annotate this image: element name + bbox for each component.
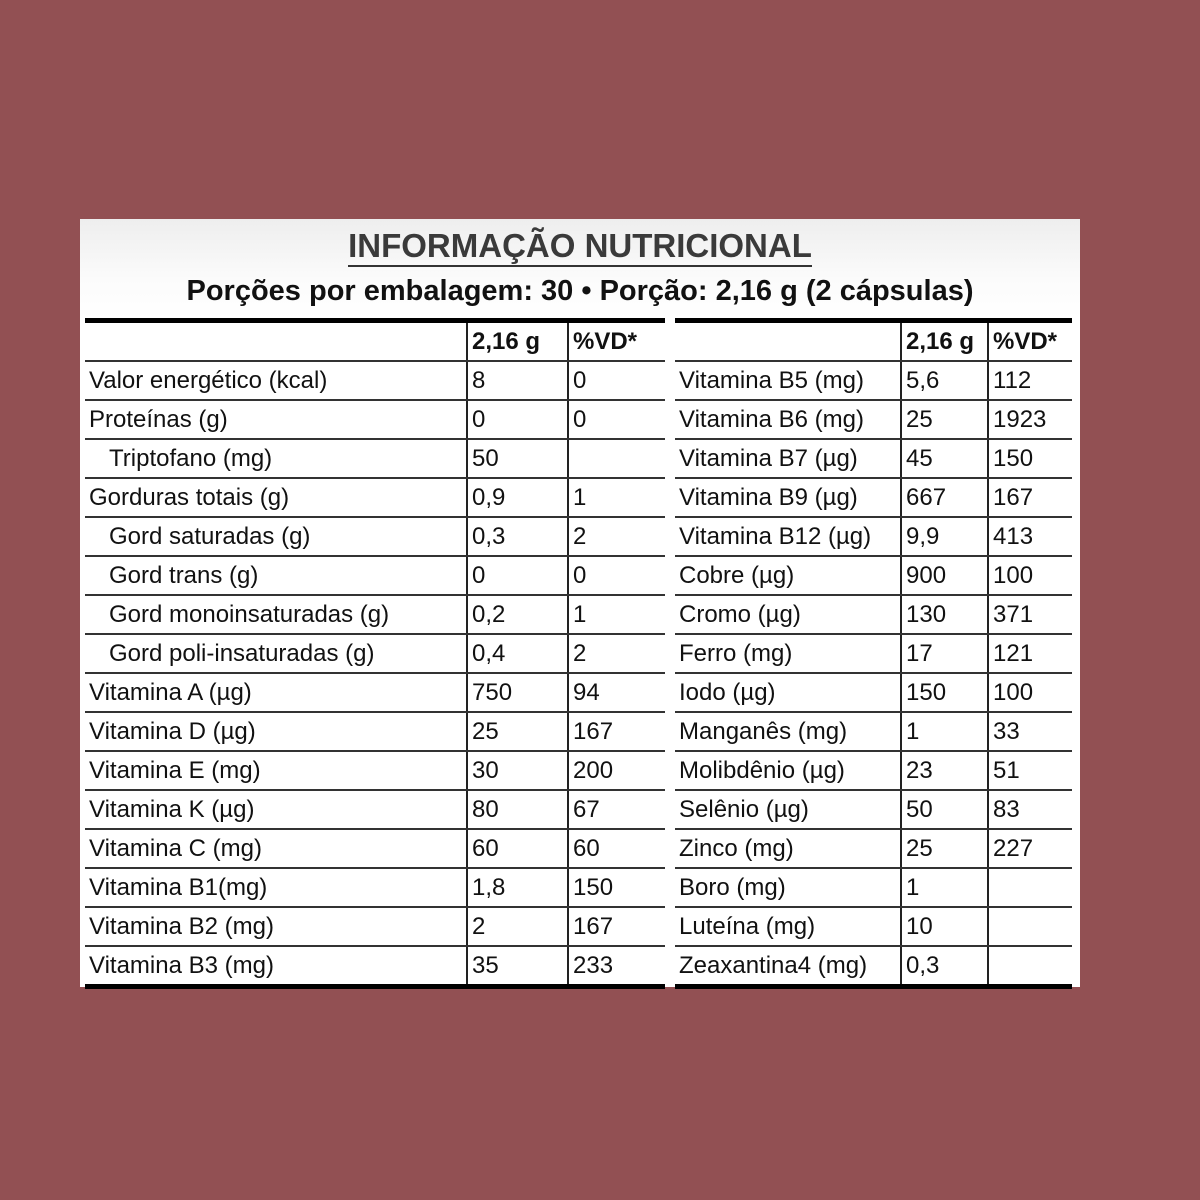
header-amount: 2,16 g — [467, 321, 568, 362]
nutrient-label: Triptofano (mg) — [85, 439, 467, 478]
nutrient-vd: 100 — [988, 673, 1072, 712]
nutrient-vd — [988, 868, 1072, 907]
nutrient-amount: 30 — [467, 751, 568, 790]
nutrient-label: Selênio (µg) — [675, 790, 901, 829]
nutrition-facts-panel — [80, 219, 1080, 987]
nutrient-vd: 227 — [988, 829, 1072, 868]
nutrient-amount: 130 — [901, 595, 988, 634]
nutrient-vd: 167 — [568, 907, 665, 946]
table-row — [675, 400, 1072, 439]
nutrient-label: Valor energético (kcal) — [85, 361, 467, 400]
nutrient-amount: 2 — [467, 907, 568, 946]
table-row — [85, 556, 665, 595]
nutrition-table-right — [675, 318, 1072, 989]
table-row — [675, 634, 1072, 673]
nutrient-label: Iodo (µg) — [675, 673, 901, 712]
nutrient-label: Vitamina E (mg) — [85, 751, 467, 790]
nutrient-label: Vitamina A (µg) — [85, 673, 467, 712]
nutrient-label: Vitamina B5 (mg) — [675, 361, 901, 400]
nutrient-vd: 1923 — [988, 400, 1072, 439]
header-row — [85, 321, 665, 362]
table-row — [675, 595, 1072, 634]
table-row — [675, 946, 1072, 987]
table-row — [85, 634, 665, 673]
nutrient-vd: 150 — [568, 868, 665, 907]
nutrient-vd: 167 — [568, 712, 665, 751]
nutrient-label: Manganês (mg) — [675, 712, 901, 751]
table-row — [675, 790, 1072, 829]
nutrient-amount: 25 — [901, 829, 988, 868]
nutrient-vd: 94 — [568, 673, 665, 712]
nutrient-label: Vitamina B1(mg) — [85, 868, 467, 907]
nutrient-amount: 0,9 — [467, 478, 568, 517]
table-row — [85, 400, 665, 439]
table-row — [675, 478, 1072, 517]
nutrient-amount: 1,8 — [467, 868, 568, 907]
title-text: INFORMAÇÃO NUTRICIONAL — [348, 228, 812, 267]
nutrient-label: Gorduras totais (g) — [85, 478, 467, 517]
nutrient-vd: 67 — [568, 790, 665, 829]
nutrient-amount: 0,2 — [467, 595, 568, 634]
nutrient-vd: 2 — [568, 634, 665, 673]
nutrient-vd: 371 — [988, 595, 1072, 634]
header-amount: 2,16 g — [901, 321, 988, 362]
table-row — [85, 595, 665, 634]
table-row — [85, 478, 665, 517]
header-vd: %VD* — [568, 321, 665, 362]
nutrient-vd: 2 — [568, 517, 665, 556]
nutrient-vd: 100 — [988, 556, 1072, 595]
table-row — [675, 556, 1072, 595]
nutrient-vd — [988, 946, 1072, 987]
nutrient-label: Vitamina B12 (µg) — [675, 517, 901, 556]
nutrient-amount: 17 — [901, 634, 988, 673]
nutrient-amount: 25 — [901, 400, 988, 439]
nutrient-vd: 233 — [568, 946, 665, 987]
nutrition-table-left — [85, 318, 665, 989]
table-row — [85, 712, 665, 751]
header-row — [675, 321, 1072, 362]
nutrient-label: Proteínas (g) — [85, 400, 467, 439]
table-row — [675, 907, 1072, 946]
nutrient-label: Cromo (µg) — [675, 595, 901, 634]
nutrient-vd — [988, 907, 1072, 946]
nutrient-label: Zeaxantina4 (mg) — [679, 952, 868, 979]
nutrient-amount: 0 — [467, 400, 568, 439]
nutrient-amount: 23 — [901, 751, 988, 790]
nutrient-label: Vitamina B9 (µg) — [675, 478, 901, 517]
nutrient-amount: 60 — [467, 829, 568, 868]
nutrient-amount: 0 — [467, 556, 568, 595]
nutrient-amount: 0,3 — [467, 517, 568, 556]
nutrient-vd: 413 — [988, 517, 1072, 556]
nutrient-label: Cobre (µg) — [675, 556, 901, 595]
nutrient-vd: 1 — [568, 595, 665, 634]
nutrient-label: Luteína (mg) — [675, 907, 901, 946]
table-row — [85, 673, 665, 712]
table-row — [675, 712, 1072, 751]
nutrient-amount: 750 — [467, 673, 568, 712]
nutrient-label: Vitamina K (µg) — [85, 790, 467, 829]
nutrient-label: Gord trans (g) — [85, 556, 467, 595]
nutrient-amount: 45 — [901, 439, 988, 478]
header-label — [85, 321, 467, 362]
nutrient-label: Vitamina D (µg) — [85, 712, 467, 751]
table-row — [675, 829, 1072, 868]
nutrient-vd: 0 — [568, 361, 665, 400]
nutrient-vd: 0 — [568, 400, 665, 439]
table-row — [85, 829, 665, 868]
table-row — [85, 751, 665, 790]
nutrient-amount: 80 — [467, 790, 568, 829]
nutrient-amount: 667 — [901, 478, 988, 517]
nutrient-label: Vitamina C (mg) — [85, 829, 467, 868]
nutrient-label: Gord poli-insaturadas (g) — [85, 634, 467, 673]
table-row — [85, 907, 665, 946]
nutrient-vd: 200 — [568, 751, 665, 790]
nutrient-label: Vitamina B7 (µg) — [675, 439, 901, 478]
nutrient-label: Gord monoinsaturadas (g) — [85, 595, 467, 634]
header-label — [675, 321, 901, 362]
table-row — [85, 439, 665, 478]
nutrient-amount: 150 — [901, 673, 988, 712]
nutrient-label: Vitamina B3 (mg) — [89, 952, 274, 979]
nutrient-label: Gord saturadas (g) — [85, 517, 467, 556]
nutrient-amount: 10 — [901, 907, 988, 946]
table-row — [675, 361, 1072, 400]
nutrient-label: Vitamina B2 (mg) — [85, 907, 467, 946]
table-row — [85, 517, 665, 556]
nutrient-vd: 121 — [988, 634, 1072, 673]
nutrient-amount: 8 — [467, 361, 568, 400]
table-row — [85, 868, 665, 907]
nutrient-amount: 5,6 — [901, 361, 988, 400]
nutrient-label: Zinco (mg) — [675, 829, 901, 868]
nutrient-vd — [568, 439, 665, 478]
table-row — [675, 868, 1072, 907]
table-row — [675, 673, 1072, 712]
table-row — [85, 361, 665, 400]
header-vd: %VD* — [988, 321, 1072, 362]
nutrition-title — [80, 227, 1080, 267]
nutrient-amount: 25 — [467, 712, 568, 751]
nutrient-vd: 112 — [988, 361, 1072, 400]
nutrient-vd: 0 — [568, 556, 665, 595]
nutrient-vd: 60 — [568, 829, 665, 868]
nutrient-amount: 50 — [901, 790, 988, 829]
nutrient-amount: 0,3 — [901, 946, 988, 987]
nutrient-label: Ferro (mg) — [675, 634, 901, 673]
nutrient-amount: 9,9 — [901, 517, 988, 556]
nutrient-amount: 1 — [901, 712, 988, 751]
nutrient-amount: 900 — [901, 556, 988, 595]
nutrient-vd: 150 — [988, 439, 1072, 478]
nutrient-label: Vitamina B6 (mg) — [675, 400, 901, 439]
table-row — [675, 751, 1072, 790]
nutrient-vd: 1 — [568, 478, 665, 517]
nutrient-label: Boro (mg) — [675, 868, 901, 907]
nutrient-vd: 33 — [988, 712, 1072, 751]
nutrient-amount: 1 — [901, 868, 988, 907]
nutrient-amount: 35 — [467, 946, 568, 987]
nutrient-amount: 50 — [467, 439, 568, 478]
nutrient-amount: 0,4 — [467, 634, 568, 673]
table-row — [85, 790, 665, 829]
table-row — [675, 439, 1072, 478]
table-row — [85, 946, 665, 987]
nutrient-vd: 167 — [988, 478, 1072, 517]
nutrient-vd: 51 — [988, 751, 1072, 790]
nutrient-vd: 83 — [988, 790, 1072, 829]
nutrient-label: Molibdênio (µg) — [675, 751, 901, 790]
table-row — [675, 517, 1072, 556]
serving-info: Porções por embalagem: 30 • Porção: 2,16 g (2 cápsulas) — [186, 275, 974, 307]
